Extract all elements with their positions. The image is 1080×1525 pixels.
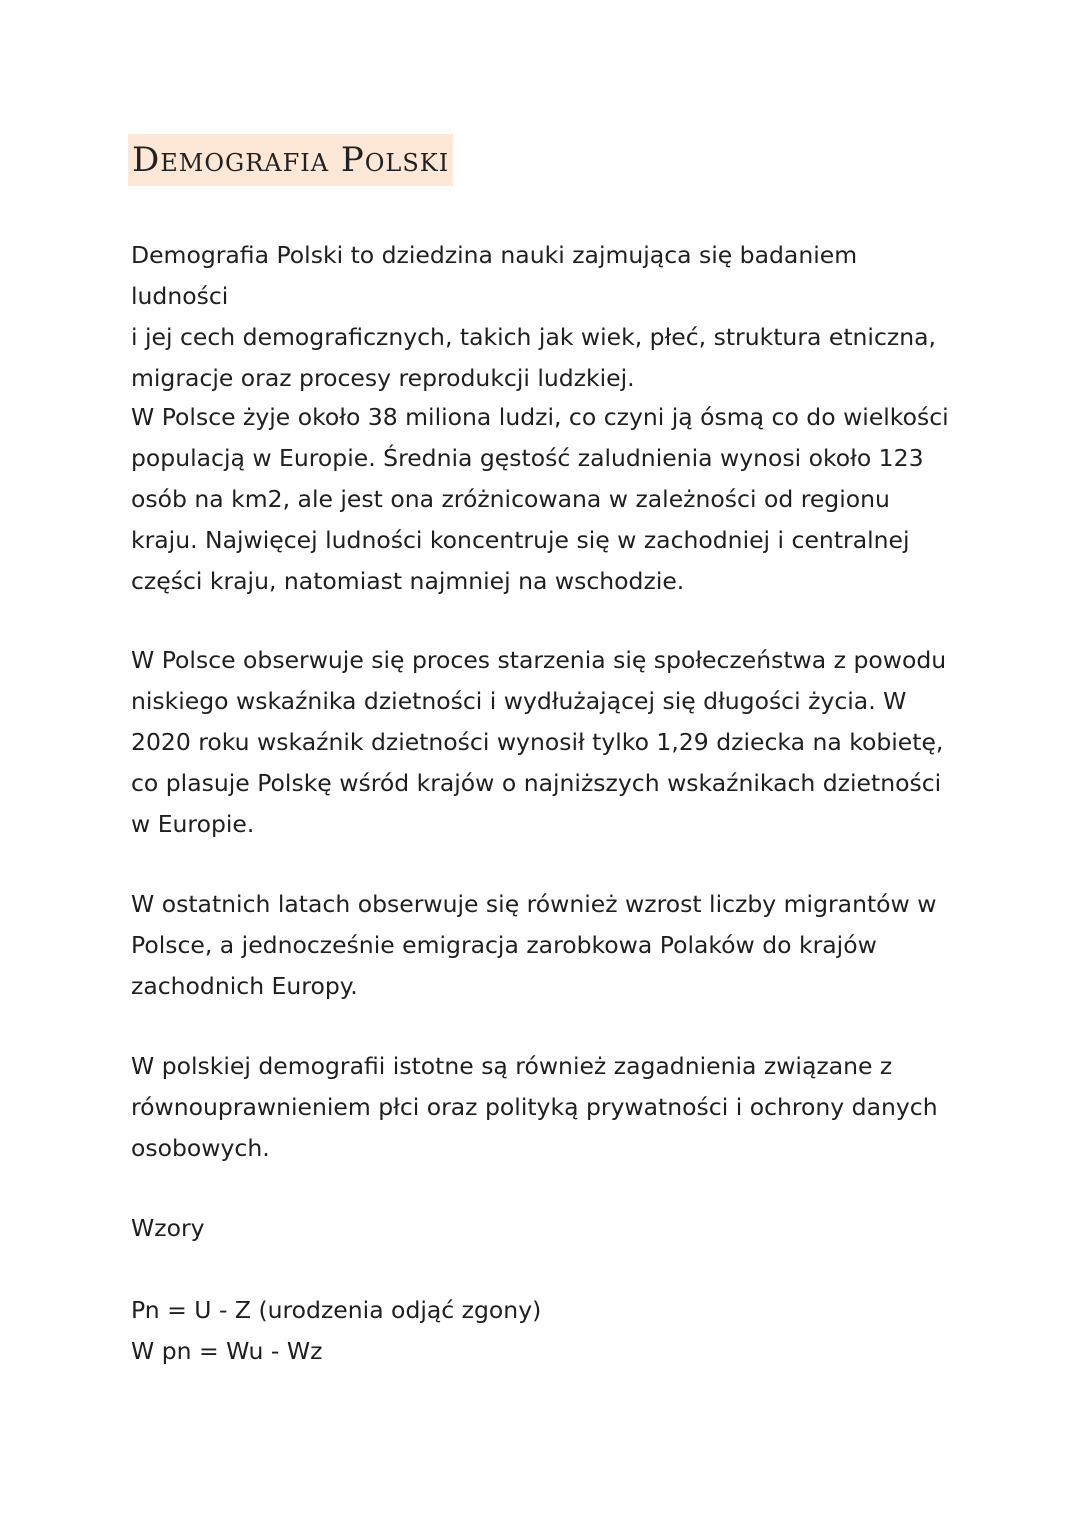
paragraph-intro: Demografia Polski to dziedzina nauki zajmująca się badaniem ludności i jej cech demograficznych, takich jak wiek, płeć, struktura etniczna, migracje oraz procesy reprodukcji ludzkiej. xyxy=(131,241,936,392)
paragraph-equality: W polskiej demografii istotne są również zagadnienia związane z równouprawnieniem płci oraz polityką prywatności i ochrony danych osobowych. xyxy=(131,1052,938,1162)
paragraph-migration: W ostatnich latach obserwuje się również wzrost liczby migrantów w Polsce, a jednocześnie emigracja zarobkowa Polaków do krajów zachodnich Europy. xyxy=(131,890,937,1000)
paragraph-population: W Polsce żyje około 38 miliona ludzi, co czyni ją ósmą co do wielkości populacją w Europie. Średnia gęstość zaludnienia wynosi około 123 osób na km2, ale jest ona zróżnicowana w zależności od regionu kraju. Najwięcej ludności koncentruje się w zachodniej i centralnej części kraju, natomiast najmniej na wschodzie. xyxy=(131,403,949,595)
formulas-heading: Wzory xyxy=(131,1214,205,1242)
formulas-list: Pn = U - Z (urodzenia odjąć zgony) W pn = Wu - Wz xyxy=(131,1296,542,1365)
title-highlight xyxy=(128,134,453,186)
page-title: Demografia Polski xyxy=(132,140,450,180)
paragraph-aging: W Polsce obserwuje się proces starzenia się społeczeństwa z powodu niskiego wskaźnika dzietności i wydłużającej się długości życia. W 2020 roku wskaźnik dzietności wynosił tylko 1,29 dziecka na kobietę, co plasuje Polskę wśród krajów o najniższych wskaźnikach dzietności w Europie. xyxy=(131,646,947,838)
